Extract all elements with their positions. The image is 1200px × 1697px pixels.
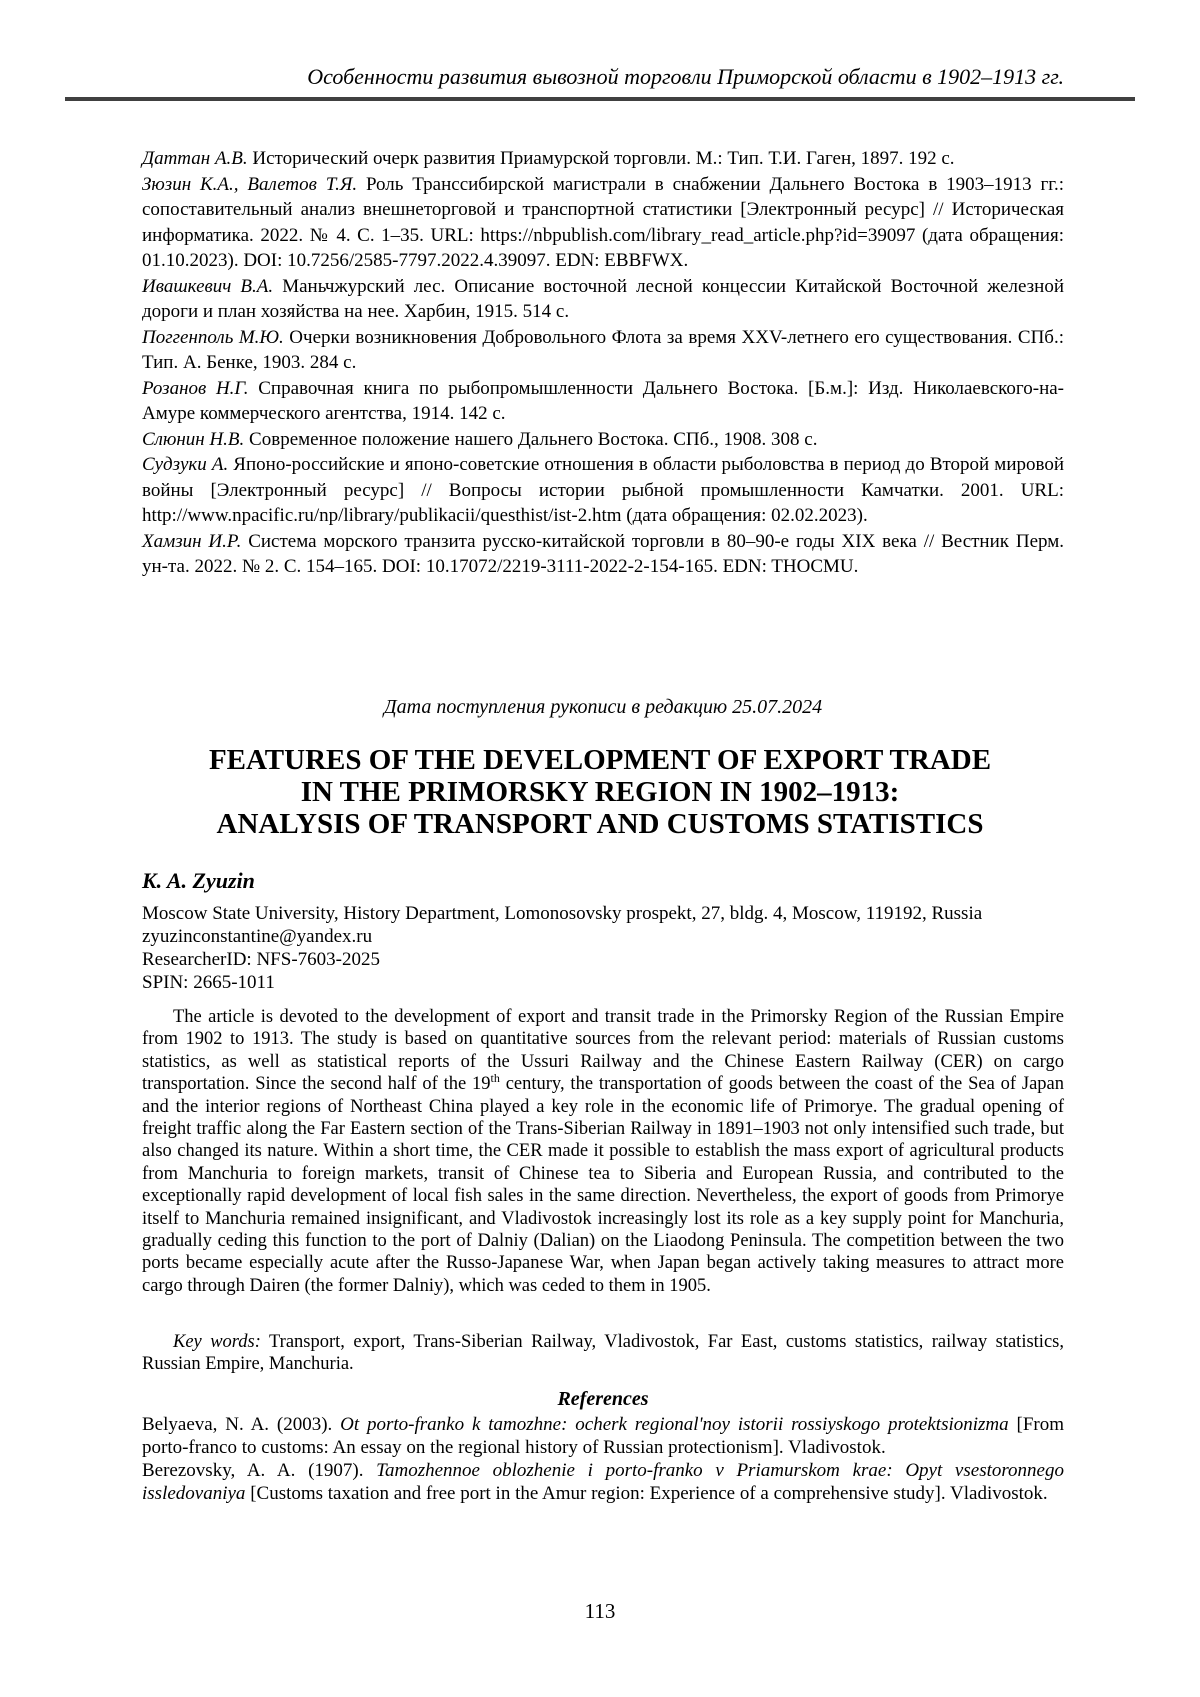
bibliography-entry-authors: Хамзин И.Р. [142,530,242,552]
author-name: K. A. Zyuzin [142,868,255,893]
keywords-text: Transport, export, Trans-Siberian Railway, Vladivostok, Far East, customs statistics, railway statistics, Russian Empire, Manchuria. [142,1332,1064,1375]
article-title-line: IN THE PRIMORSKY REGION IN 1902–1913: [300,776,900,808]
reference-title-transliterated: Ot porto-franko k tamozhne: ocherk regional'noy istorii rossiyskogo protektsionizma [340,1414,1009,1435]
bibliography-section [142,146,1064,580]
reference-entry [142,1413,1064,1459]
affiliation-block [142,902,1064,994]
bibliography-entry-text: Маньчжурский лес. Описание восточной лесной концессии Китайской Восточной железной дороги и план хозяйства на нее. Харбин, 1915. 514 с. [142,275,1064,322]
reference-title-transliterated: Tamozhennoe oblozhenie i porto-franko v Priamurskom krae: Opyt vsestoronnego issledovaniya [142,1460,1064,1504]
reference-translation: [From porto-franco to customs: An essay on the regional history of Russian protectionism]. Vladivostok. [142,1414,1065,1458]
abstract-text-part2: century, the transportation of goods between the coast of the Sea of Japan and the interior regions of Northeast China played a key role in the economic life of Primorye. The gradual opening of freight traffic along the Far Eastern section of the Trans-Siberian Railway in 1891–1903 not only intensified such trade, but also changed its nature. Within a short time, the CER made it possible to establish the mass export of agricultural products from Manchuria to foreign markets, transit of Chinese tea to Siberia and European Russia, and contributed to the exceptionally rapid development of local fish sales in the same direction. Nevertheless, the export of goods from Primorye itself to Manchuria remained insignificant, and Vladivostok increasingly lost its role as a key supply point for Manchuria, gradually ceding this function to the port of Dalniy (Dalian) on the Liaodong Peninsula. The competition between the two ports became especially acute after the Russo-Japanese War, when Japan began actively taking measures to attract more cargo through Dairen (the former Dalniy), which was ceded to them in 1905. [142,1074,1064,1296]
bibliography-entry [142,172,1064,274]
article-title-line: FEATURES OF THE DEVELOPMENT OF EXPORT TRADE [208,744,992,776]
page-number: 113 [584,1599,616,1623]
bibliography-entry [142,274,1064,325]
article-title-line: ANALYSIS OF TRANSPORT AND CUSTOMS STATISTICS [216,808,984,840]
keywords-paragraph [142,1331,1064,1376]
bibliography-entry [142,325,1064,376]
affiliation-line: Moscow State University, History Department, Lomonosovsky prospekt, 27, bldg. 4, Moscow, 119192, Russia [142,903,983,924]
references-heading: References [557,1388,649,1410]
bibliography-entry-text: Очерки возникновения Добровольного Флота за время XXV-летнего его существования. СПб.: Тип. А. Бенке, 1903. 284 с. [142,326,1064,373]
bibliography-entry-authors: Судзуки А. [142,454,229,475]
bibliography-entry [142,529,1064,580]
bibliography-entry-authors: Поггенполь М.Ю. [142,326,284,348]
bibliography-entry-authors: Слюнин Н.В. [142,428,245,450]
author-email: zyuzinconstantine@yandex.ru [142,926,373,947]
manuscript-date-note: Дата поступления рукописи в редакцию 25.07.2024 [383,696,823,718]
references-section [142,1413,1064,1505]
bibliography-entry-text: Система морского транзита русско-китайской торговли в 80–90-е годы XIX века // Вестник Перм. ун-та. 2022. № 2. С. 154–165. DOI: 10.17072/2219-3111-2022-2-154-165. EDN: THOCMU. [142,530,1064,577]
bibliography-entry-text: Японо-российские и японо-советские отношения в области рыболовства в период до Второй мировой войны [Электронный ресурс] // Вопросы истории рыбной промышленности Камчатки. 2001. URL: http://www.npacific.ru/np/library/publikacii/questhist/ist-2.htm (дата обращения: 02.02.2023). [142,454,1064,526]
reference-authors-year: Belyaeva, N. A. (2003). [142,1414,341,1435]
researcher-id: ResearcherID: NFS-7603-2025 [142,949,380,970]
keywords-label: Key words: [173,1332,261,1352]
bibliography-entry-authors: Зюзин К.А., Валетов Т.Я. [142,173,358,195]
header-rule [65,97,1135,101]
bibliography-entry-text: Справочная книга по рыбопромышленности Дальнего Востока. [Б.м.]: Изд. Николаевского-на-Амуре коммерческого агентства, 1914. 142 с. [142,377,1064,424]
abstract-text-part1: The article is devoted to the development of export and transit trade in the Primorsky Region of the Russian Empire from 1902 to 1913. The study is based on quantitative sources from the relevant period: materials of Russian customs statistics, as well as statistical reports of the Ussuri Railway and the Chinese Eastern Railway (CER) on cargo transportation. Since the second half of the 19 [142,1007,1064,1095]
bibliography-entry [142,146,1064,172]
bibliography-entry [142,452,1064,529]
spin-code: SPIN: 2665-1011 [142,972,275,993]
reference-entry [142,1459,1064,1505]
article-title [100,744,1100,840]
keywords-section [142,1331,1064,1376]
abstract-paragraph [142,1006,1064,1297]
bibliography-entry [142,427,1064,453]
abstract-section [142,1006,1064,1297]
bibliography-entry-authors: Ивашкевич В.А. [142,275,274,297]
bibliography-entry-authors: Розанов Н.Г. [142,377,249,399]
bibliography-entry-text: Современное положение нашего Дальнего Востока. СПб., 1908. 308 с. [244,428,818,450]
bibliography-entry-text: Роль Транссибирской магистрали в снабжении Дальнего Востока в 1903–1913 гг.: сопоставительный анализ внешнеторговой и транспортной статистики [Электронный ресурс] // Историческая информатика. 2022. № 4. С. 1–35. URL: https://nbpublish.com/library_read_article.php?id=39097 (дата обращения: 01.10.2023). DOI: 10.7256/2585-7797.2022.4.39097. EDN: EBBFWX. [142,173,1064,271]
bibliography-entry [142,376,1064,427]
bibliography-entry-authors: Даттан А.В. [142,148,248,169]
bibliography-entry-text: Исторический очерк развития Приамурской торговли. М.: Тип. Т.И. Гаген, 1897. 192 с. [247,148,955,169]
ordinal-superscript: th [490,1071,500,1086]
running-head: Особенности развития вывозной торговли Приморской области в 1902–1913 гг. [307,64,1064,89]
reference-authors-year: Berezovsky, A. A. (1907). [142,1460,377,1481]
reference-translation: [Customs taxation and free port in the Amur region: Experience of a comprehensive study]. Vladivostok. [245,1483,1048,1504]
